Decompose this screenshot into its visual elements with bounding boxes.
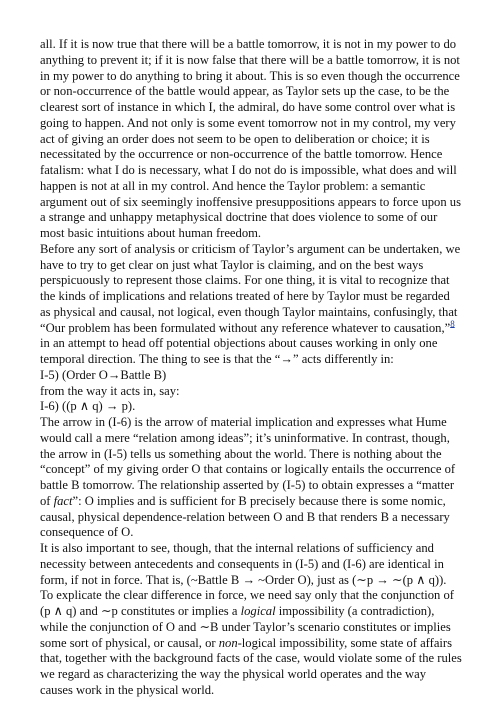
formula-text: I-6) ((p ∧ q) → p). (40, 399, 136, 414)
paragraph-text: It is also important to see, though, that the internal relations of sufficiency and necessity between antecedents and consequents in (I-5) and (I-6) are identical in form, if not in force. That is, (~Battle B → ~Order O), just as (∼p → ∼(p ∧ q)). To explicate the clear difference in force, we need say only that the conjunction of (p ∧ q) and ∼p constitutes or implies a (40, 541, 454, 618)
paragraph-text: Before any sort of analysis or criticism of Taylor’s argument can be undertaken, we have to try to get clear on just what Taylor is claiming, and on the best ways perspicuously to represent those claims. For one thing, it is vital to recognize that the kinds of implications and relations treated of here by Taylor must be regarded as physical and causal, not logical, even though Taylor maintains, confusingly, that “Our problem has been formulated without any reference whatever to causation,” (40, 241, 461, 335)
formula-text: I-5) (Order O→Battle B) (40, 367, 167, 382)
paragraph-fatalism (40, 37, 462, 242)
paragraph-causation (40, 242, 462, 368)
emphasis-logical: logical (240, 604, 276, 618)
paragraph-transition (40, 384, 462, 400)
paragraph-material-implication (40, 415, 462, 541)
emphasis-fact: fact (53, 493, 73, 508)
paragraph-text: The arrow in (I-6) is the arrow of material implication and expresses what Hume would call a mere “relation among ideas”; it’s uninformative. In contrast, though, the arrow in (I-5) tells us something about the world. There is nothing about the “concept” of my giving order O that contains or logically entails the occurrence of battle B tomorrow. The relationship asserted by (I-5) to obtain expresses a “matter of (40, 415, 456, 508)
paragraph-text: from the way it acts in, say: (40, 383, 180, 398)
formula-i6 (40, 399, 462, 415)
paragraph-text: all. If it is now true that there will be a battle tomorrow, it is not in my power to do anything to prevent it; if it is now false that there will be a battle tomorrow, it is not in my power to do anything to bring it about. This is so even though the occurrence or non-occurrence of the battle would appear, as Taylor sets up the case, to be the clearest sort of instance in which I, the admiral, do have some control over what is going to happen. And not only is some event tomorrow not in my control, my very act of giving an order does not seem to be open to deliberation or choice; it is necessitated by the occurrence or non-occurrence of the battle tomorrow. Hence fatalism: what I do is necessary, what I do not do is impossible, what does and will happen is not at all in my control. And hence the Taylor problem: a semantic argument out of six seemingly inoffensive presuppositions appears to force upon us a strange and unhappy metaphysical doctrine that does violence to some of our most basic intuitions about human freedom. (40, 37, 461, 240)
paragraph-text: in an attempt to head off potential objections about causes working in only one temporal direction. The thing to see is that the “→” acts differently in: (40, 336, 438, 366)
paragraph-text: -logical impossibility, some state of affairs that, together with the background facts of the case, would violate some of the rules we regard as characterizing the way the physical world operates and the way causes work in the physical world. (40, 635, 462, 697)
paragraph-text: ”: O implies and is sufficient for B precisely because there is some nomic, causal, physical dependence-relation between O and B that renders B a necessary consequence of O. (40, 493, 450, 540)
paragraph-sufficiency-necessity (40, 541, 462, 699)
paragraph-text: impossibility (a contradiction), while the conjunction of O and ∼B under Taylor’s scenario constitutes or implies some sort of physical, or causal, or (40, 604, 451, 650)
footnote-link-8[interactable]: 8 (450, 318, 455, 329)
formula-i5 (40, 368, 462, 384)
emphasis-non: non (218, 635, 238, 650)
